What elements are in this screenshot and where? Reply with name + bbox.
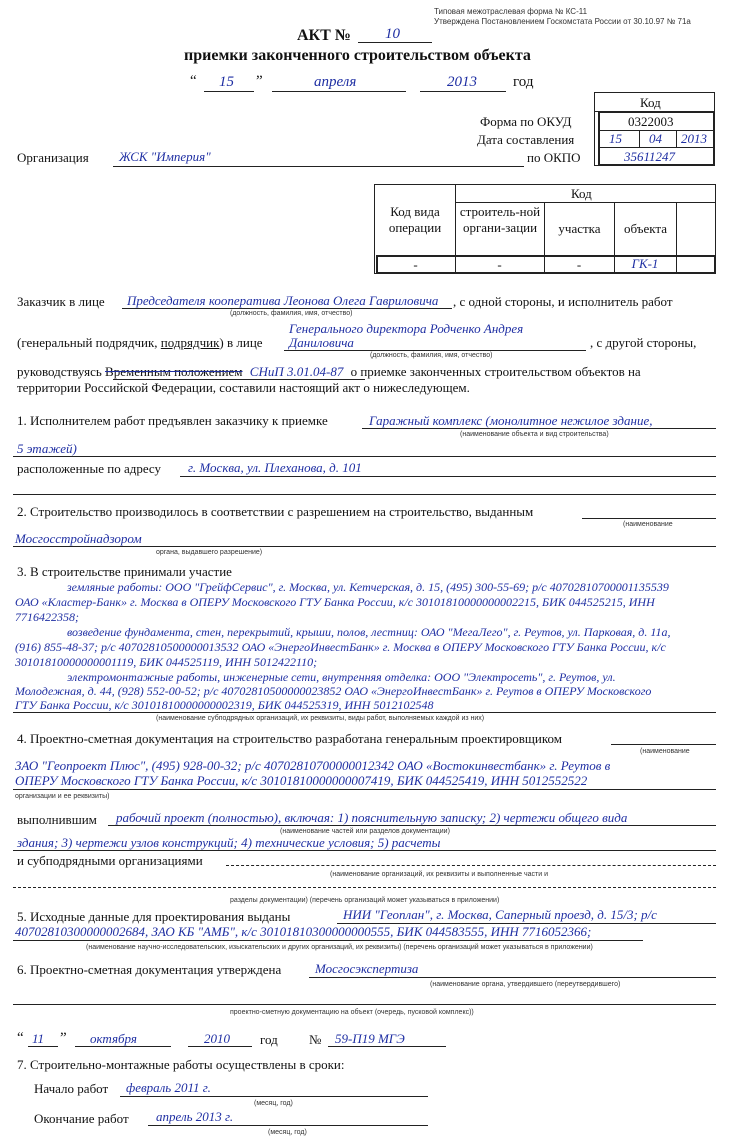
s4-dash-1 [226, 865, 716, 866]
okud-label: Форма по ОКУД [480, 114, 572, 129]
s3-line-6: 30101810000000001119, БИК 044525119, ИНН 5012422110; [15, 655, 318, 669]
op-val-org: - [497, 257, 502, 272]
s3-line-1: земляные работы: ООО "ГрейфСервис", г. Москва, ул. Кетчерская, д. 15, (495) 300-55-69; р/с 40702810700001135539 [67, 580, 669, 594]
s1-value-1: Гаражный комплекс (монолитное нежилое здание, [369, 413, 653, 428]
codes-divider-3 [598, 147, 715, 148]
title-year: 2013 [447, 74, 477, 90]
s6-num-label: № [309, 1032, 322, 1047]
s3-line-5: (916) 855-48-37; р/с 40702810500000013532 ОАО «ЭнергоИнвестБанк» г. Москва в ОПЕРУ Московского ГТУ Банка России, к/с [15, 640, 666, 654]
op-val-operation: - [413, 257, 418, 272]
org-value: ЖСК "Империя" [119, 149, 211, 164]
s4-line-3 [108, 825, 716, 826]
guided-line-2: территории Российской Федерации, составили настоящий акт о нижеследующем. [17, 380, 470, 395]
s6-day: 11 [32, 1031, 45, 1046]
contractor-suffix: , с другой стороны, [590, 335, 697, 350]
subtitle: приемки законченного строительством объекта [184, 47, 531, 64]
s6-value: Мосгосэкспертиза [315, 961, 419, 976]
org-label: Организация [17, 150, 89, 165]
s4-sub-label: и субподрядными организациями [17, 853, 203, 868]
s6-quote-open: “ [17, 1030, 24, 1046]
s7-hint-1: (месяц, год) [254, 1100, 293, 1107]
s6-quote-close: ” [60, 1030, 67, 1046]
s3-line-9: ГТУ Банка России, к/с 30101810000000002319, БИК 044525319, ИНН 5012102548 [15, 698, 434, 712]
s6-month: октября [90, 1031, 137, 1046]
s1-address-value: г. Москва, ул. Плеханова, д. 101 [188, 460, 362, 475]
s5-value-2: 40702810300000002684, ЗАО КБ "АМБ", к/с 30101810300000000555, БИК 044583555, ИНН 7716052366; [15, 924, 592, 939]
op-val-object: ГК-1 [631, 256, 659, 271]
akt-number: 10 [385, 26, 400, 42]
s6-year-label: год [260, 1032, 278, 1047]
s3-hint: (наименование субподрядных организаций, их реквизиты, виды работ, выполняемых каждой из них) [156, 715, 485, 722]
s1-address-line [180, 476, 716, 477]
s6-hint-1: (наименование органа, утвердившего (переутвердившего) [430, 981, 621, 988]
op-col-site: участка [558, 221, 601, 236]
guided-struck: Временным положением [105, 364, 243, 379]
s2-hint-1: (наименование [623, 521, 673, 528]
s3-line [13, 712, 716, 713]
date-sep-2 [676, 130, 677, 147]
s6-year-line [188, 1046, 252, 1047]
contractor-value-1: Генерального директора Родченко Андрея [289, 321, 524, 336]
form-note-2: Утверждена Постановлением Госкомстата России от 30.10.97 № 71а [434, 17, 691, 26]
s2-label: 2. Строительство производилось в соответствии с разрешением на строительство, выданным [17, 504, 534, 519]
quote-open: “ [190, 73, 197, 89]
s1-line-3 [13, 494, 716, 495]
s4-value-2: ОПЕРУ Московского ГТУ Банка России, к/с 30101810000000007419, БИК 044525419, ИНН 5012552522 [15, 773, 588, 788]
op-col-operation: Код вида операции [388, 204, 442, 235]
s4-hint-2: организации и ее реквизиты) [15, 793, 110, 800]
s4-hint-1: (наименование [640, 748, 690, 755]
op-col-object: объекта [623, 221, 668, 236]
org-line [113, 166, 524, 167]
s3-line-4: возведение фундамента, стен, перекрытий, крыши, полов, лестниц: ОАО "МегаЛего", г. Реутов, ул. Парковая, д. 11а, [67, 625, 671, 639]
s7-start-value: февраль 2011 г. [126, 1080, 211, 1095]
customer-prefix: Заказчик в лице [17, 294, 105, 309]
s7-end-label: Окончание работ [34, 1111, 129, 1126]
s6-label: 6. Проектно-сметная документация утверждена [17, 962, 282, 977]
s4-hint-4: (наименование организаций, их реквизиты и выполненные части и [330, 871, 549, 878]
s4-done-value-1: рабочий проект (полностью), включая: 1) пояснительную записку; 2) чертежи общего вида [116, 810, 628, 825]
s3-line-7: электромонтажные работы, инженерные сети, внутренняя отделка: ООО "Электросеть", г. Реутов, ул. [67, 670, 616, 684]
s7-end-value: апрель 2013 г. [156, 1109, 234, 1124]
s3-line-3: 7716422358; [15, 610, 79, 624]
form-note-1: Типовая межотраслевая форма № КС-11 [434, 7, 588, 16]
contractor-line [284, 350, 586, 351]
s4-done-value-2: здания; 3) чертежи узлов конструкций; 4) технические условия; 5) расчеты [17, 835, 441, 850]
contractor-prefix-b: подрядчик [160, 335, 220, 350]
op-val-site: - [576, 257, 582, 272]
s4-hint-5: разделы документации) (перечень организаций может указываться в приложении) [230, 897, 500, 904]
s6-line-2 [13, 1004, 716, 1005]
s4-value-1: ЗАО "Геопроект Плюс", (495) 928-00-32; р/с 40702810700000012342 ОАО «Востокинвестбанк» г. Реутов в [15, 758, 611, 773]
guided-line-1 [17, 364, 641, 380]
s6-hint-2: проектно-сметную документацию на объект (очередь, пусковой комплекс)) [230, 1009, 474, 1016]
s6-num-line [328, 1046, 446, 1047]
contractor-prefix [17, 335, 263, 351]
akt-number-line [358, 42, 432, 43]
s4-done-label: выполнившим [17, 812, 97, 827]
contractor-value-2: Даниловича [289, 335, 354, 350]
title-day-line [204, 91, 254, 92]
codes-kod-label: Код [640, 95, 661, 110]
date-month: 04 [649, 131, 662, 146]
customer-value: Председателя кооператива Леонова Олега Гавриловича [127, 293, 439, 308]
s6-year: 2010 [204, 1031, 230, 1046]
date-year: 2013 [681, 131, 707, 146]
title-month-line [272, 91, 406, 92]
s7-end-line [148, 1125, 428, 1126]
s3-label: 3. В строительстве принимали участие [17, 564, 232, 579]
title-year-line [420, 91, 506, 92]
s5-value-1: НИИ "Геоплан", г. Москва, Саперный проезд, д. 15/3; р/с [343, 907, 657, 922]
s4-line-4 [13, 850, 716, 851]
s6-num-value: 59-П19 МГЭ [335, 1031, 405, 1046]
s4-line-2 [13, 789, 716, 790]
contractor-prefix-a: (генеральный подрядчик, [17, 335, 158, 350]
title-day: 15 [219, 74, 234, 90]
customer-line [122, 308, 452, 309]
s2-hint-2: органа, выдавшего разрешение) [156, 549, 263, 556]
date-day: 15 [609, 131, 622, 146]
contractor-hint: (должность, фамилия, имя, отчество) [370, 352, 493, 359]
s5-label: 5. Исходные данные для проектирования выданы [17, 909, 291, 924]
title-month: апреля [314, 74, 357, 90]
s4-line-1 [611, 744, 716, 745]
s2-line-2 [13, 546, 716, 547]
s1-address-label: расположенные по адресу [17, 461, 162, 476]
okpo-value: 35611247 [624, 149, 676, 164]
op-kod-header: Код [571, 186, 592, 201]
s4-hint-3: (наименование частей или разделов документации) [280, 828, 450, 835]
date-sep-1 [639, 130, 640, 147]
quote-close: ” [256, 73, 263, 89]
title-year-label: год [513, 74, 534, 90]
s6-month-line [75, 1046, 171, 1047]
s4-dash-2 [13, 887, 716, 888]
s5-line-2 [13, 940, 643, 941]
s6-day-line [28, 1046, 58, 1047]
op-col-org: строитель-ной органи-зации [459, 204, 541, 235]
s1-line-1 [362, 428, 716, 429]
akt-label: АКТ № [297, 27, 351, 44]
customer-suffix: , с одной стороны, и исполнитель работ [453, 294, 673, 309]
okpo-label: по ОКПО [527, 150, 581, 165]
okud-value: 0322003 [628, 114, 674, 129]
s7-label: 7. Строительно-монтажные работы осуществлены в сроки: [17, 1057, 345, 1072]
s1-hint: (наименование объекта и вид строительства) [460, 431, 609, 438]
s2-line-1 [582, 518, 716, 519]
guided-value: СНиП 3.01.04-87 [249, 364, 344, 379]
s2-value: Мосгосстройнадзором [15, 531, 142, 546]
date-label: Дата составления [477, 132, 575, 147]
guided-suffix: о приемке законченных строительством объектов на [350, 364, 641, 379]
guided-prefix: руководствуясь [17, 364, 102, 379]
s3-line-2: ОАО «Кластер-Банк» г. Москва в ОПЕРУ Московского ГТУ Банка России, к/с 30101810000000002215, БИК 044525215, ИНН [15, 595, 655, 609]
s1-value-2: 5 этажей) [17, 441, 77, 456]
s7-hint-2: (месяц, год) [268, 1129, 307, 1136]
s1-line-2 [13, 456, 716, 457]
s1-label: 1. Исполнителем работ предъявлен заказчику к приемке [17, 413, 328, 428]
s7-start-label: Начало работ [34, 1081, 109, 1096]
s6-line-1 [309, 977, 716, 978]
s5-hint: (наименование научно-исследовательских, изыскательских и других организаций, их реквизиты) (перечень организаций может указываться в приложении) [86, 944, 593, 951]
s7-start-line [120, 1096, 428, 1097]
contractor-prefix-c: ) в лице [219, 335, 263, 350]
customer-hint: (должность, фамилия, имя, отчество) [230, 310, 353, 317]
s4-label: 4. Проектно-сметная документация на строительство разработана генеральным проектировщиком [17, 731, 563, 746]
s3-line-8: Молодежная, д. 44, (928) 552-00-52; р/с 40702810500000023852 ОАО «ЭнергоИнвестБанк» г. Реутов в ОПЕРУ Московского [15, 684, 652, 698]
